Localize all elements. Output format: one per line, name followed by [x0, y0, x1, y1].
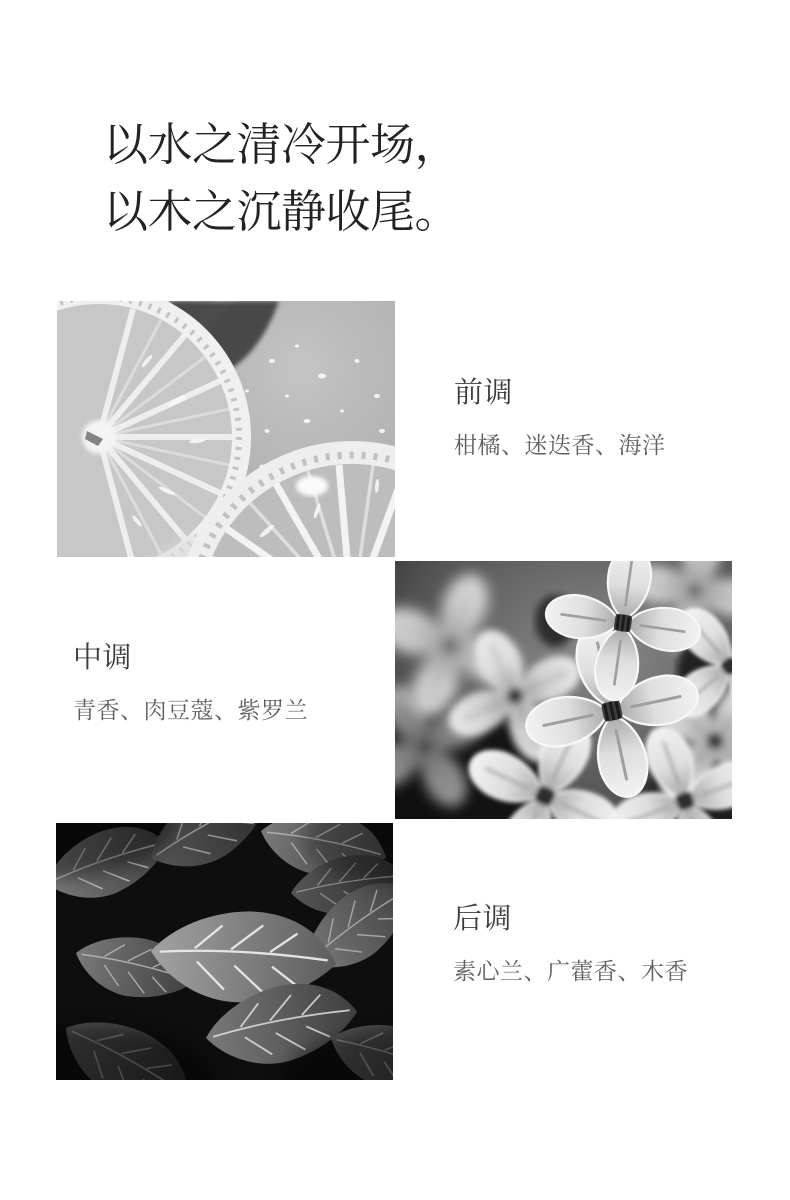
leaves-illustration	[56, 823, 393, 1080]
heading-line-2: 以木之沉静收尾。	[103, 186, 460, 237]
citrus-illustration	[57, 301, 395, 557]
citrus-slices-image	[57, 301, 395, 557]
base-note-ingredients: 素心兰、广藿香、木香	[453, 958, 688, 984]
lilac-illustration	[395, 561, 732, 819]
top-note-block	[454, 377, 666, 457]
patchouli-leaves-image	[56, 823, 393, 1080]
middle-note-label: 中调	[73, 642, 133, 674]
base-note-label: 后调	[453, 903, 513, 935]
page-title	[103, 111, 459, 245]
top-note-label: 前调	[454, 377, 514, 409]
lilac-flowers-image	[395, 561, 732, 819]
heading-line-1: 以水之清冷开场，	[103, 119, 460, 170]
middle-note-ingredients: 青香、肉豆蔻、紫罗兰	[73, 697, 308, 723]
middle-note-block	[73, 642, 308, 722]
top-note-ingredients: 柑橘、迷迭香、海洋	[454, 432, 666, 458]
base-note-block	[453, 903, 688, 983]
